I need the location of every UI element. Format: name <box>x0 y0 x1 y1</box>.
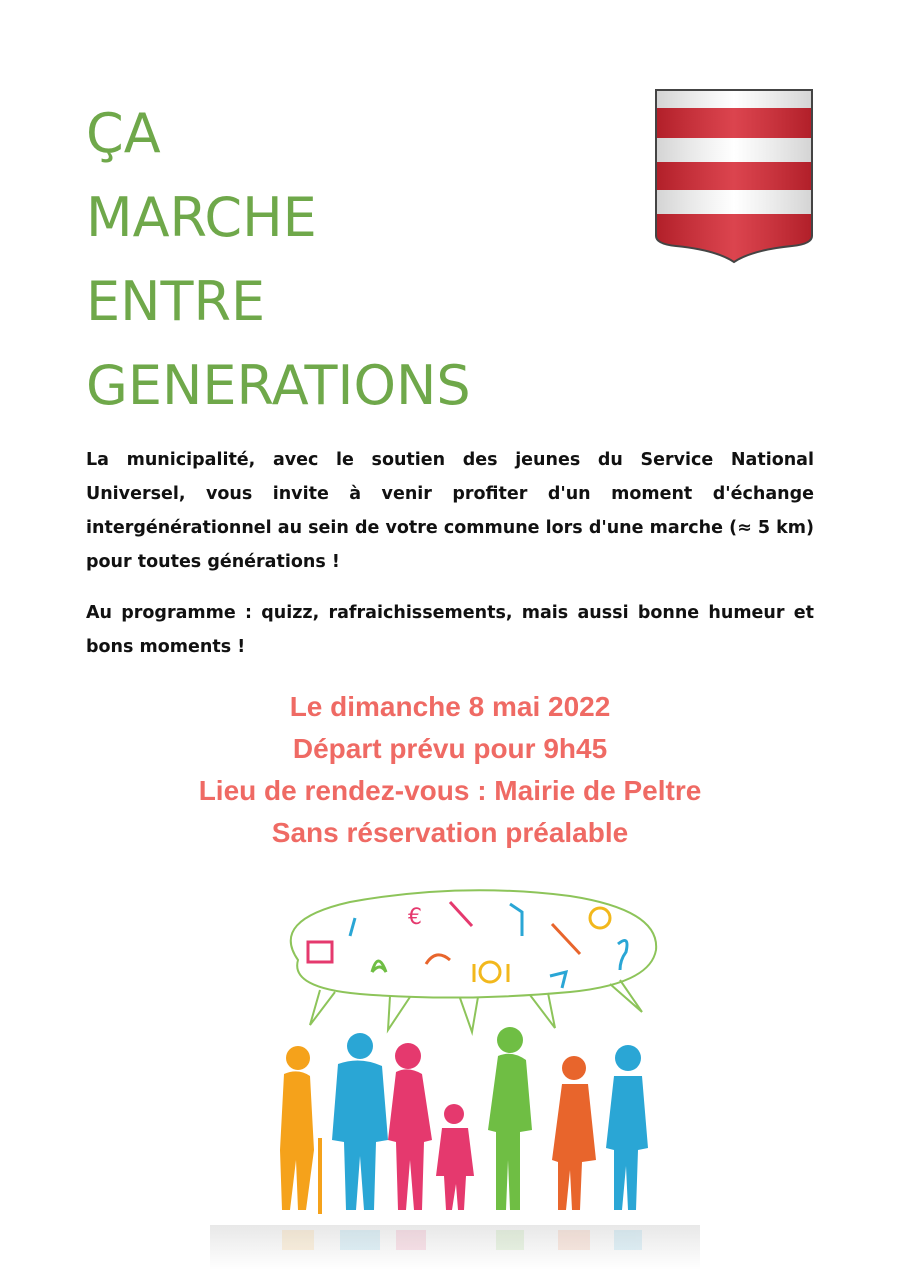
poster-title <box>86 92 471 428</box>
coat-of-arms-icon <box>652 86 816 264</box>
intro-paragraph: La municipalité, avec le soutien des jeunes du Service National Universel, vous invite à venir profiter d'un moment d'échange intergénérationnel au sein de votre commune lors d'une marche (≈ 5 km) pour toutes générations ! <box>86 450 814 572</box>
title-line: ÇA <box>86 102 161 165</box>
event-reservation: Sans réservation préalable <box>271 817 629 848</box>
people-silhouettes-icon <box>280 1027 648 1214</box>
programme-paragraph: Au programme : quizz, rafraichissements, mais aussi bonne humeur et bons moments ! <box>86 603 814 657</box>
generations-illustration <box>210 880 700 1270</box>
title-line: MARCHE <box>86 186 317 249</box>
event-details <box>0 686 900 854</box>
event-date: Le dimanche 8 mai 2022 <box>289 691 611 722</box>
event-meeting-point: Lieu de rendez-vous : Mairie de Peltre <box>198 775 702 806</box>
speech-bubble-icon <box>291 890 656 1032</box>
event-departure: Départ prévu pour 9h45 <box>292 733 608 764</box>
title-line: ENTRE <box>86 270 266 333</box>
bubble-pictograms-icon <box>308 902 627 988</box>
title-line: GENERATIONS <box>86 354 471 417</box>
svg-text:€: € <box>408 905 422 930</box>
